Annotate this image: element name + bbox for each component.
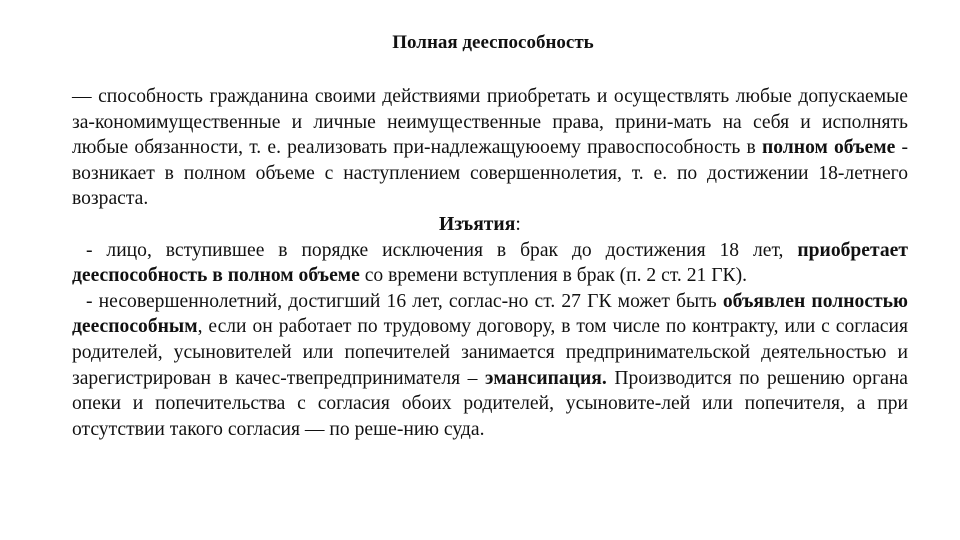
item2-text-1: - несовершеннолетний, достигший 16 лет, соглас-но ст. 27 ГК может быть xyxy=(86,290,723,312)
exception-item-emancipation xyxy=(72,289,908,443)
page-title: Полная дееспособность xyxy=(392,32,594,53)
definition-text-2: - возникает в полном объеме с наступлением совершеннолетия, т. е. по достижении 18-летнего возраста. xyxy=(72,137,908,210)
definition-bold-1: полном объеме xyxy=(761,137,896,159)
exception-item-marriage xyxy=(72,238,908,289)
item2-text-2: , если он работает по трудовому договору, в том числе по контракту, или с согласия родителей, усыновителей или попечителей занимается предпринимательской деятельностью и зарегистрирован в качес-твепредпринимателя – xyxy=(72,316,908,389)
definition-text-1: — способность гражданина своими действиями приобретать и осуществлять любые допускаемые за-кономимущественные и личные неимущественные права, прини-мать на себя и исполнять любые обязанности, т. е. реализовать при-надлежащуюоему правоспособность в xyxy=(72,86,908,159)
exceptions-heading xyxy=(72,212,908,238)
exceptions-heading-text: Изъятия xyxy=(439,213,516,235)
definition-paragraph xyxy=(72,84,908,212)
item1-bold-1: приобретает дееспособность в полном объеме xyxy=(72,239,908,287)
body-text xyxy=(72,84,908,442)
item1-text-2: со времени вступления в брак (п. 2 ст. 21 ГК). xyxy=(359,265,748,287)
item1-text-1: - лицо, вступившее в порядке исключения в брак до достижения 18 лет, xyxy=(86,239,798,261)
exceptions-heading-colon: : xyxy=(515,213,521,235)
item2-bold-2: эмансипация. xyxy=(485,367,607,389)
item2-text-3: Производится по решению органа опеки и попечительства с согласия обоих родителей, усыновите-лей или попечителя, а при отсутствии такого согласия — по реше-нию суда. xyxy=(72,367,908,440)
item2-bold-1: объявлен полностью дееспособным xyxy=(72,290,908,338)
